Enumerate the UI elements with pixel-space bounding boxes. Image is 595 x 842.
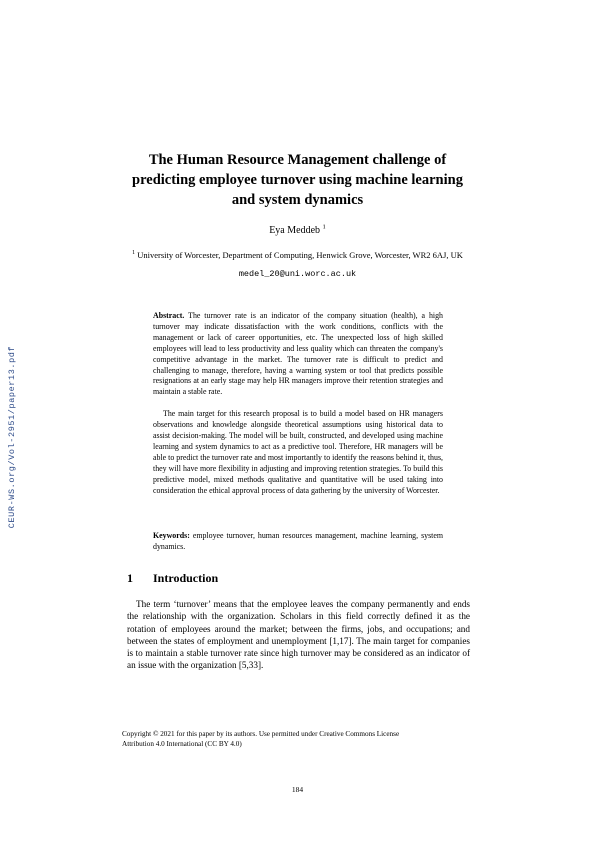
abstract	[153, 311, 443, 497]
author-affiliation-mark: 1	[322, 223, 326, 231]
abstract-paragraph	[153, 311, 443, 398]
keywords-text: employee turnover, human resources management, machine learning, system dynamics.	[153, 531, 443, 551]
abstract-text: The turnover rate is an indicator of the company situation (health), a high turnover may indicate dissatisfaction with the work conditions, conflicts with the management or lack of career opportunities, etc. The unexpected loss of high skilled employees will lead to less productivity and less quality which can threaten the company's competitive advantage in the market. The turnover rate is difficult to predict and challenging to manage, therefore, having a warning system or tool that predicts possible resignations at an early stage may help HR managers improve their retention strategies and maintain a stable rate.	[153, 311, 443, 397]
title-line: predicting employee turnover using machine learning	[132, 172, 463, 188]
author-name: Eya Meddeb	[269, 225, 321, 236]
section-heading	[127, 571, 218, 586]
side-url-label: CEUR-WS.org/Vol-2951/paper13.pdf	[7, 345, 17, 529]
keywords-label: Keywords:	[153, 531, 190, 540]
copyright-notice	[122, 729, 462, 749]
copyright-line: Copyright © 2021 for this paper by its authors. Use permitted under Creative Commons License	[122, 730, 400, 738]
section-number: 1	[127, 571, 133, 585]
abstract-paragraph: The main target for this research proposal is to build a model based on HR managers observations and knowledge alongside theoretical assumptions using historical data to assist decision-making. The model will be built, constructed, and developed using machine learning and system dynamics to act as a predictive tool. Therefore, HR managers will be able to predict the turnover rate and most importantly to identify the reasons behind it, thus, they will have more flexibility in adjusting and improving retention strategies. To build this predictive model, mixed methods qualitative and quantitative will be used taking into consideration the ethical approval process of data gathering by the university of Worcester.	[153, 409, 443, 495]
affiliation	[125, 250, 470, 261]
section-title: Introduction	[153, 571, 219, 585]
page-number: 184	[291, 785, 304, 794]
section-body: The term ‘turnover’ means that the employee leaves the company permanently and ends the relationship with the organization. Scholars in this field correctly defined it as the rotation of employees around the market; between the firms, jobs, and occupations; and between the states of employment and unemployment [1,17]. The main target for companies is to maintain a stable turnover rate since high turnover may be considered as an indicator of an issue with the organization [5,33].	[127, 599, 470, 671]
author-email: medel_20@uni.worc.ac.uk	[238, 269, 357, 279]
keywords	[153, 531, 443, 553]
affiliation-text: University of Worcester, Department of Computing, Henwick Grove, Worcester, WR2 6AJ, UK	[137, 250, 463, 260]
abstract-label: Abstract.	[153, 311, 185, 320]
copyright-line: Attribution 4.0 International (CC BY 4.0)	[122, 740, 242, 748]
affiliation-mark: 1	[132, 250, 136, 257]
title-line: and system dynamics	[231, 192, 364, 208]
author-line	[150, 225, 445, 236]
paper-title	[120, 150, 475, 210]
title-line: The Human Resource Management challenge of	[148, 152, 447, 168]
